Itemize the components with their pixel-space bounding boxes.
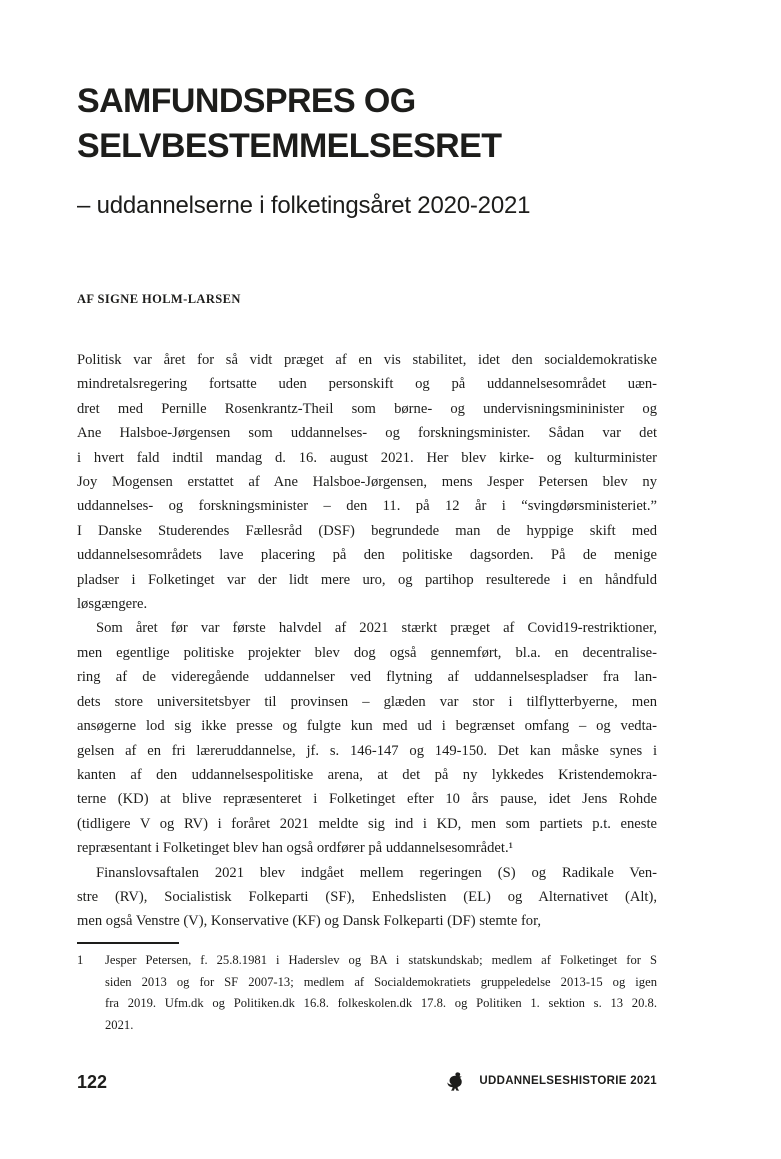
footnote-line: siden 2013 og for SF 2007-13; medlem af Socialdemokratiets gruppeledelse 2013-15 og igen <box>105 974 657 989</box>
page-number: 122 <box>77 1072 108 1092</box>
author-byline: AF SIGNE HOLM-LARSEN <box>77 292 241 306</box>
rooster-logo-icon <box>447 1072 463 1091</box>
page-subtitle: – uddannelserne i folketingsåret 2020-2021 <box>77 192 531 219</box>
paragraph <box>77 861 657 934</box>
page-title-line: SELVBESTEMMELSESRET <box>77 127 502 165</box>
footnote-line: Jesper Petersen, f. 25.8.1981 i Haderslev og BA i statskundskab; medlem af Folketinget for S <box>105 953 657 967</box>
text-line: Som året før var første halvdel af 2021 stærkt præget af Covid19-restriktioner, <box>96 620 657 637</box>
text-line: terne (KD) at blive repræsenteret i Folketinget efter 10 års pause, idet Jens Rohde <box>77 791 657 808</box>
text-line: uddannelses- og forskningsminister – den 11. på 12 år i “svingdørsministeriet.” <box>77 498 657 515</box>
text-line: mindretalsregering fortsatte uden personskift og på uddannelsesområdet uæn- <box>77 376 657 393</box>
paragraph <box>77 616 657 860</box>
publication-name: UDDANNELSESHISTORIE 2021 <box>479 1075 657 1087</box>
text-line: uddannelsesområdets lave placering på den politiske dagsorden. På de menige <box>77 547 657 564</box>
footnote-lines <box>105 950 657 1036</box>
footer-publication <box>447 1070 657 1092</box>
text-line: dret med Pernille Rosenkrantz-Theil som børne- og undervisningsmininister og <box>77 400 657 417</box>
text-line: men egentlige politiske projekter blev dog også gennemført, bl.a. en decentralise- <box>77 644 657 661</box>
text-line: ansøgerne lod sig ikke presse og fulgte kun med ud i begrænset omfang – og vedta- <box>77 718 657 735</box>
text-line: I Danske Studerendes Fællesråd (DSF) begrundede man de hyppige skift med <box>77 522 657 539</box>
footnote-line: 2021. <box>105 1017 134 1032</box>
page-title-line: SAMFUNDSPRES OG <box>77 82 416 120</box>
text-line: dets store universitetsbyer til provinsen – glæden var stor i tilflytterbyerne, men <box>77 693 657 710</box>
footnote-line: fra 2019. Ufm.dk og Politiken.dk 16.8. folkeskolen.dk 17.8. og Politiken 1. sektion s. 13 20.8. <box>105 996 657 1011</box>
text-line: ring af de videregående uddannelser ved flytning af uddannelsespladser fra lan- <box>77 669 657 686</box>
text-line: gelsen af en fri læreruddannelse, jf. s. 146-147 og 149-150. Det kan måske synes i <box>77 742 657 759</box>
text-line: pladser i Folketinget var der lidt mere uro, og partihop resulterede i en håndfuld <box>77 571 657 588</box>
text-line: men også Venstre (V), Konservative (KF) og Dansk Folkeparti (DF) stemte for, <box>77 913 542 930</box>
footnote-rule <box>77 942 179 944</box>
text-line: (tidligere V og RV) i foråret 2021 meldte sig ind i KD, men som partiets p.t. eneste <box>77 815 657 832</box>
text-line: i hvert fald indtil mandag d. 16. august 2021. Her blev kirke- og kulturminister <box>77 449 657 466</box>
page-title <box>77 79 501 169</box>
text-line: Ane Halsboe-Jørgensen som uddannelses- og forskningsminister. Sådan var det <box>77 425 657 442</box>
footnote <box>77 950 657 1036</box>
text-line: Politisk var året for så vidt præget af en vis stabilitet, idet den socialdemokratiske <box>77 352 657 368</box>
text-line: løsgængere. <box>77 596 148 613</box>
text-line: repræsentant i Folketinget blev han også ordfører på uddannelsesområdet.¹ <box>77 840 513 857</box>
text-line: kanten af den uddannelsespolitiske arena, at det på ny lykkedes Kristendemokra- <box>77 766 657 783</box>
paragraph <box>77 348 657 616</box>
body-text <box>77 348 657 934</box>
text-line: stre (RV), Socialistisk Folkeparti (SF), Enhedslisten (EL) og Alternativet (Alt), <box>77 888 657 905</box>
text-line: Joy Mogensen erstattet af Ane Halsboe-Jørgensen, mens Jesper Petersen blev ny <box>77 474 657 491</box>
footnote-marker: 1 <box>77 953 84 967</box>
text-line: Finanslovsaftalen 2021 blev indgået mellem regeringen (S) og Radikale Ven- <box>96 864 657 881</box>
